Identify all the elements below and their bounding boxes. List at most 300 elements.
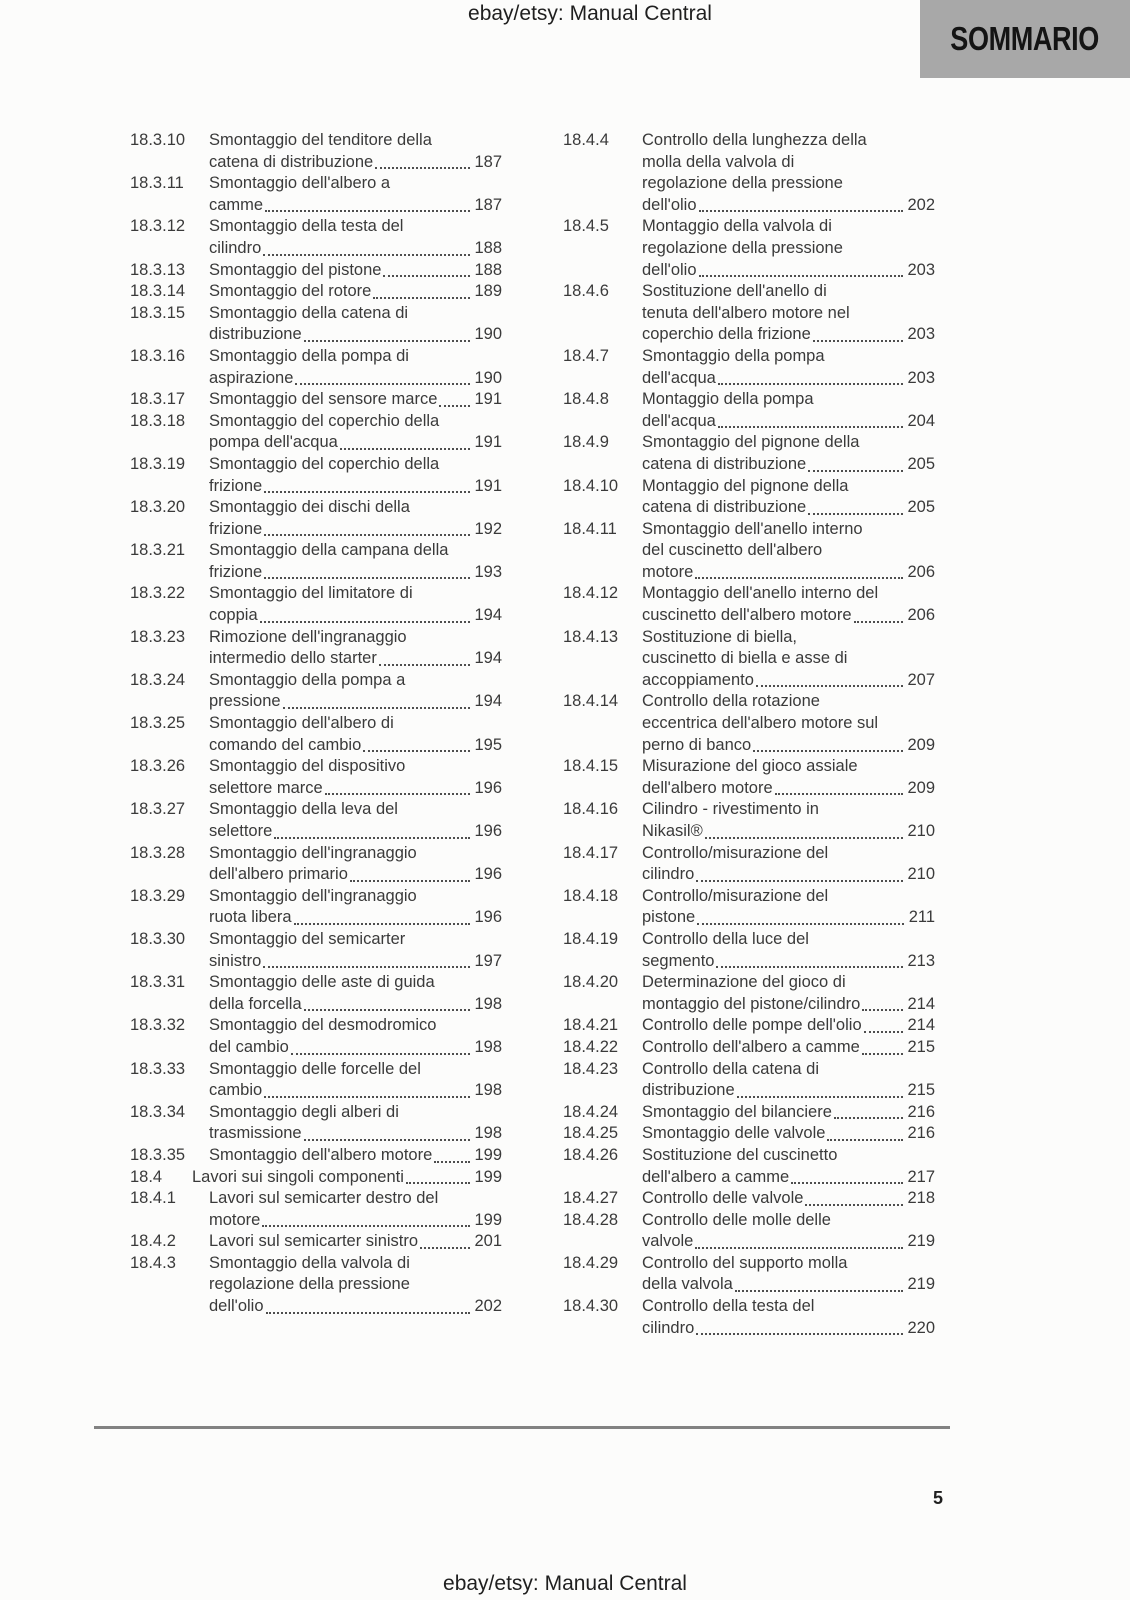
toc-entry-line: Smontaggio della pompa a bbox=[209, 670, 406, 689]
dot-leader bbox=[373, 297, 470, 299]
toc-entry-number: 18.4.19 bbox=[563, 929, 619, 948]
toc-entry bbox=[130, 130, 502, 173]
dot-leader bbox=[434, 1161, 470, 1163]
toc-entry-number: 18.3.15 bbox=[130, 303, 186, 322]
toc-entry-line: Smontaggio della pompa bbox=[642, 346, 825, 365]
toc-entry-body bbox=[642, 583, 935, 626]
toc-entry bbox=[563, 583, 935, 626]
dot-leader bbox=[756, 685, 904, 687]
dot-leader bbox=[266, 1312, 471, 1314]
toc-entry-line: Smontaggio dell'albero di bbox=[209, 714, 394, 733]
toc-entry-number: 18.3.32 bbox=[130, 1016, 186, 1035]
toc-entry-lastline bbox=[209, 389, 502, 411]
dot-leader bbox=[304, 340, 471, 342]
dot-leader bbox=[695, 577, 903, 579]
dot-leader bbox=[696, 1333, 903, 1335]
toc-entry-body bbox=[642, 756, 935, 799]
toc-entry-lastline bbox=[209, 476, 502, 498]
toc-entry-lastline bbox=[209, 152, 502, 174]
header-text: ebay/etsy: Manual Central bbox=[468, 2, 712, 25]
toc-entry-body bbox=[642, 389, 935, 432]
toc-entry bbox=[563, 843, 935, 886]
toc-entry-number: 18.4.11 bbox=[563, 519, 617, 538]
toc-entry bbox=[130, 713, 502, 756]
toc-entry-line: Controllo del supporto molla bbox=[642, 1253, 848, 1272]
toc-entry-page: 203 bbox=[907, 368, 935, 387]
toc-entry-line: Sostituzione dell'anello di bbox=[642, 282, 827, 301]
toc-entry bbox=[130, 1188, 502, 1231]
toc-entry-page: 204 bbox=[907, 411, 935, 430]
toc-entry-number: 18.4.6 bbox=[563, 282, 609, 301]
dot-leader bbox=[264, 577, 470, 579]
toc-entry-line: Smontaggio del limitatore di bbox=[209, 584, 413, 603]
toc-entry-line: cambio bbox=[209, 1081, 263, 1100]
toc-entry bbox=[130, 1145, 502, 1167]
toc-entry-body bbox=[209, 929, 502, 972]
toc-entry-line: dell'olio bbox=[642, 260, 697, 279]
toc-entry-page: 202 bbox=[907, 195, 935, 214]
toc-entry-number: 18.4.4 bbox=[563, 131, 609, 149]
toc-entry-body bbox=[209, 540, 502, 583]
toc-entry-line: distribuzione bbox=[209, 325, 302, 344]
toc-entry-line: Smontaggio della testa del bbox=[209, 217, 404, 236]
toc-entry bbox=[563, 432, 935, 475]
toc-entry-page: 214 bbox=[907, 1016, 935, 1035]
toc-entry-body bbox=[209, 799, 502, 842]
toc-entry bbox=[563, 929, 935, 972]
toc-entry-body bbox=[209, 1102, 502, 1145]
toc-entry-page: 189 bbox=[474, 282, 502, 301]
dot-leader bbox=[775, 793, 904, 795]
toc-entry-page: 220 bbox=[907, 1318, 935, 1337]
toc-entry-line: catena di distribuzione bbox=[642, 454, 807, 473]
toc-entry-page: 193 bbox=[474, 562, 502, 581]
toc-entry-page: 215 bbox=[907, 1037, 935, 1056]
toc-entry-page: 199 bbox=[474, 1145, 502, 1164]
dot-leader bbox=[406, 1182, 471, 1184]
toc-entry-page: 198 bbox=[474, 1124, 502, 1143]
dot-leader bbox=[753, 750, 903, 752]
toc-entry bbox=[130, 281, 502, 303]
toc-entry bbox=[130, 886, 502, 929]
toc-entry bbox=[130, 346, 502, 389]
toc-entry-body bbox=[642, 1059, 935, 1102]
toc-entry bbox=[563, 1145, 935, 1188]
toc-entry-number: 18.4.25 bbox=[563, 1124, 619, 1143]
toc-entry-number: 18.3.11 bbox=[130, 174, 184, 193]
toc-entry-number: 18.4.15 bbox=[563, 757, 619, 776]
toc-entry-lastline bbox=[642, 1167, 935, 1189]
toc-entry-line: perno di banco bbox=[642, 735, 752, 754]
toc-entry-lastline bbox=[209, 1296, 502, 1318]
toc-entry-page: 215 bbox=[907, 1081, 935, 1100]
footer-text: ebay/etsy: Manual Central bbox=[443, 1572, 687, 1595]
toc-entry-line: cuscinetto di biella e asse di bbox=[642, 649, 848, 668]
toc-entry-lastline bbox=[642, 735, 935, 757]
dot-leader bbox=[834, 1117, 904, 1119]
toc-entry bbox=[130, 627, 502, 670]
dot-leader bbox=[294, 923, 471, 925]
toc-entry-body bbox=[642, 691, 935, 756]
toc-entry-line: catena di distribuzione bbox=[642, 498, 807, 517]
toc-entry-body bbox=[209, 713, 502, 756]
dot-leader bbox=[854, 621, 904, 623]
dot-leader bbox=[439, 405, 470, 407]
toc-entry bbox=[563, 1296, 935, 1339]
toc-entry-page: 198 bbox=[474, 994, 502, 1013]
toc-entry-page: 197 bbox=[474, 951, 502, 970]
toc-entry-page: 206 bbox=[907, 562, 935, 581]
toc-entry-line: Lavori sul semicarter destro del bbox=[209, 1189, 439, 1208]
toc-entry-lastline bbox=[209, 260, 502, 282]
toc-entry-number: 18.4.28 bbox=[563, 1210, 619, 1229]
toc-entry-line: coperchio della frizione bbox=[642, 325, 811, 344]
toc-entry-line: frizione bbox=[209, 562, 263, 581]
toc-entry-page: 198 bbox=[474, 1037, 502, 1056]
toc-entry-lastline bbox=[209, 605, 502, 627]
toc-entry-lastline bbox=[642, 994, 935, 1016]
toc-entry-line: catena di distribuzione bbox=[209, 152, 374, 171]
toc-entry-number: 18.4.7 bbox=[563, 346, 609, 365]
toc-entry-line: motore bbox=[209, 1210, 261, 1229]
toc-entry-number: 18.4.12 bbox=[563, 584, 619, 603]
toc-entry-body bbox=[642, 1253, 935, 1296]
toc-entry-line: Smontaggio dell'ingranaggio bbox=[209, 843, 417, 862]
toc-entry-number: 18.3.33 bbox=[130, 1059, 186, 1078]
toc-entry-page: 218 bbox=[907, 1189, 935, 1208]
toc-entry-lastline bbox=[209, 562, 502, 584]
toc-entry-lastline bbox=[209, 1145, 502, 1167]
dot-leader bbox=[862, 1053, 904, 1055]
toc-entry bbox=[563, 1123, 935, 1145]
toc-entry bbox=[130, 799, 502, 842]
toc-entry-number: 18.3.26 bbox=[130, 757, 186, 776]
toc-entry-lastline bbox=[642, 821, 935, 843]
toc-entry bbox=[563, 886, 935, 929]
toc-entry-line: Smontaggio della leva del bbox=[209, 800, 398, 819]
toc-entry-line: Controllo della lunghezza della bbox=[642, 131, 867, 149]
toc-entry-line: pistone bbox=[642, 908, 696, 927]
toc-entry-page: 209 bbox=[907, 778, 935, 797]
toc-entry-number: 18.4.13 bbox=[563, 627, 619, 646]
toc-entry-body bbox=[209, 1145, 502, 1167]
dot-leader bbox=[699, 210, 904, 212]
toc-entry-lastline bbox=[642, 1188, 935, 1210]
toc-entry-line: Controllo della testa del bbox=[642, 1297, 815, 1316]
toc-entry-lastline bbox=[642, 907, 935, 929]
dot-leader bbox=[375, 167, 470, 169]
toc-entry-body bbox=[642, 130, 935, 216]
toc-entry-number: 18.4.23 bbox=[563, 1059, 619, 1078]
toc-entry-number: 18.4.8 bbox=[563, 390, 609, 409]
toc-entry-line: Controllo della rotazione bbox=[642, 692, 820, 711]
toc-entry-lastline bbox=[209, 519, 502, 541]
toc-entry-number: 18.4.16 bbox=[563, 800, 619, 819]
toc-entry-page: 195 bbox=[474, 735, 502, 754]
toc-entry bbox=[130, 260, 502, 282]
dot-leader bbox=[718, 383, 904, 385]
toc-entry-body bbox=[209, 346, 502, 389]
toc-entry-body bbox=[642, 929, 935, 972]
toc-entry bbox=[130, 454, 502, 497]
toc-entry-lastline bbox=[642, 1274, 935, 1296]
toc-entry-lastline bbox=[209, 994, 502, 1016]
dot-leader bbox=[808, 470, 903, 472]
toc-entry-lastline bbox=[209, 1231, 502, 1253]
toc-entry-lastline bbox=[642, 1102, 935, 1124]
dot-leader bbox=[696, 880, 903, 882]
toc-entry-number: 18.3.28 bbox=[130, 843, 186, 862]
toc-entry-line: Sostituzione del cuscinetto bbox=[642, 1145, 838, 1164]
toc-entry-body bbox=[209, 216, 502, 259]
toc-entry-lastline bbox=[209, 238, 502, 260]
toc-entry-page: 210 bbox=[907, 865, 935, 884]
toc-entry-body bbox=[642, 1102, 935, 1124]
toc-entry-page: 207 bbox=[907, 670, 935, 689]
toc-entry-body bbox=[642, 972, 935, 1015]
dot-leader bbox=[808, 513, 903, 515]
page-footer bbox=[0, 1572, 1130, 1596]
toc-entry-page: 210 bbox=[907, 822, 935, 840]
dot-leader bbox=[379, 664, 471, 666]
toc-entry-lastline bbox=[642, 497, 935, 519]
toc-column-right bbox=[563, 130, 935, 1339]
dot-leader bbox=[263, 254, 470, 256]
toc-entry-number: 18.4.27 bbox=[563, 1189, 619, 1208]
toc-entry-lastline bbox=[642, 411, 935, 433]
toc-entry-line: Smontaggio della campana della bbox=[209, 541, 449, 560]
toc-entry-number: 18.4.5 bbox=[563, 217, 609, 236]
toc-entry-body bbox=[209, 756, 502, 799]
toc-entry-line: dell'olio bbox=[209, 1297, 264, 1316]
toc-entry-body bbox=[642, 1015, 935, 1037]
toc-entry-line: Controllo delle valvole bbox=[642, 1189, 804, 1208]
dot-leader bbox=[363, 750, 470, 752]
toc-entry-number: 18.3.12 bbox=[130, 217, 186, 236]
dot-leader bbox=[718, 426, 904, 428]
toc-entry-body bbox=[209, 281, 502, 303]
toc-entry bbox=[130, 1167, 502, 1189]
toc-entry-line: Smontaggio dell'anello interno bbox=[642, 519, 863, 538]
table-of-contents bbox=[130, 130, 935, 1339]
dot-leader bbox=[737, 1096, 904, 1098]
dot-leader bbox=[262, 1225, 470, 1227]
toc-entry-line: Smontaggio dell'albero a bbox=[209, 174, 391, 193]
toc-entry-lastline bbox=[209, 1080, 502, 1102]
toc-entry-body bbox=[209, 303, 502, 346]
toc-entry-line: montaggio del pistone/cilindro bbox=[642, 994, 861, 1013]
toc-entry-line: Smontaggio del tenditore della bbox=[209, 131, 432, 149]
toc-entry-line: regolazione della pressione bbox=[642, 174, 843, 193]
toc-entry-line: distribuzione bbox=[642, 1081, 735, 1100]
toc-entry bbox=[563, 346, 935, 389]
toc-entry-line: Controllo dell'albero a camme bbox=[642, 1037, 860, 1056]
toc-entry-body bbox=[642, 627, 935, 692]
toc-entry-body bbox=[642, 476, 935, 519]
toc-entry-number: 18.3.35 bbox=[130, 1145, 186, 1164]
toc-entry bbox=[130, 972, 502, 1015]
dot-leader bbox=[291, 1053, 471, 1055]
toc-entry-page: 201 bbox=[474, 1232, 502, 1251]
toc-entry-line: segmento bbox=[642, 951, 715, 970]
toc-entry-body bbox=[642, 1145, 935, 1188]
dot-leader bbox=[295, 383, 470, 385]
toc-entry-page: 196 bbox=[474, 865, 502, 884]
toc-entry-body bbox=[209, 1253, 502, 1318]
toc-entry-body bbox=[209, 670, 502, 713]
toc-entry-lastline bbox=[209, 691, 502, 713]
toc-entry-line: pressione bbox=[209, 692, 281, 711]
dot-leader bbox=[304, 1139, 471, 1141]
toc-entry-line: dell'olio bbox=[642, 195, 697, 214]
toc-entry-lastline bbox=[209, 778, 502, 800]
toc-entry-number: 18.3.24 bbox=[130, 670, 186, 689]
toc-entry-page: 187 bbox=[474, 195, 502, 214]
dot-leader bbox=[735, 1290, 904, 1292]
toc-entry-lastline bbox=[642, 670, 935, 692]
toc-entry bbox=[563, 1015, 935, 1037]
toc-entry-number: 18.3.30 bbox=[130, 929, 186, 948]
toc-entry-page: 199 bbox=[474, 1210, 502, 1229]
toc-entry-line: cilindro bbox=[642, 1318, 695, 1337]
toc-entry-body bbox=[642, 432, 935, 475]
toc-entry-lastline bbox=[209, 368, 502, 390]
toc-entry-lastline bbox=[209, 821, 502, 843]
toc-entry-page: 194 bbox=[474, 649, 502, 668]
toc-entry-number: 18.3.13 bbox=[130, 260, 186, 279]
toc-entry-number: 18.4 bbox=[130, 1167, 163, 1186]
toc-entry bbox=[130, 540, 502, 583]
toc-entry-line: dell'acqua bbox=[642, 368, 716, 387]
toc-entry-lastline bbox=[642, 1231, 935, 1253]
toc-entry-line: della forcella bbox=[209, 994, 302, 1013]
toc-entry bbox=[130, 497, 502, 540]
toc-entry-page: 205 bbox=[907, 498, 935, 517]
toc-entry-number: 18.3.21 bbox=[130, 541, 186, 560]
toc-entry-body bbox=[209, 1188, 502, 1231]
toc-entry-body bbox=[209, 411, 502, 454]
toc-entry bbox=[563, 799, 935, 842]
toc-entry-number: 18.3.20 bbox=[130, 498, 186, 517]
toc-entry-page: 188 bbox=[474, 238, 502, 257]
toc-entry bbox=[563, 216, 935, 281]
toc-entry-lastline bbox=[209, 281, 502, 303]
toc-entry-page: 194 bbox=[474, 692, 502, 711]
toc-entry-lastline bbox=[209, 951, 502, 973]
toc-entry-line: valvole bbox=[642, 1232, 694, 1251]
toc-entry bbox=[130, 303, 502, 346]
toc-entry bbox=[130, 670, 502, 713]
footer-rule bbox=[94, 1426, 950, 1429]
toc-entry-number: 18.4.21 bbox=[563, 1016, 619, 1035]
toc-entry-line: trasmissione bbox=[209, 1124, 302, 1143]
toc-entry-page: 196 bbox=[474, 778, 502, 797]
toc-entry-line: comando del cambio bbox=[209, 735, 362, 754]
dot-leader bbox=[304, 1009, 471, 1011]
toc-entry-line: regolazione della pressione bbox=[209, 1275, 410, 1294]
toc-entry-page: 203 bbox=[907, 260, 935, 279]
dot-leader bbox=[699, 275, 904, 277]
sommario-label: SOMMARIO bbox=[950, 20, 1100, 57]
toc-entry-line: Smontaggio della valvola di bbox=[209, 1253, 410, 1272]
toc-entry-line: Determinazione del gioco di bbox=[642, 973, 846, 992]
toc-entry-body bbox=[209, 454, 502, 497]
toc-entry-line: Misurazione del gioco assiale bbox=[642, 757, 858, 776]
toc-entry-line: Smontaggio della pompa di bbox=[209, 346, 409, 365]
dot-leader bbox=[263, 966, 470, 968]
toc-entry-lastline bbox=[642, 778, 935, 800]
toc-entry-line: Controllo della catena di bbox=[642, 1059, 820, 1078]
toc-entry-line: aspirazione bbox=[209, 368, 294, 387]
toc-entry-body bbox=[209, 843, 502, 886]
toc-entry bbox=[563, 519, 935, 584]
toc-entry-lastline bbox=[642, 1318, 935, 1340]
toc-entry-line: selettore marce bbox=[209, 778, 323, 797]
toc-entry-line: cuscinetto dell'albero motore bbox=[642, 606, 852, 625]
toc-entry-page: 192 bbox=[474, 519, 502, 538]
toc-entry-body bbox=[642, 519, 935, 584]
toc-entry-lastline bbox=[642, 864, 935, 886]
toc-entry-lastline bbox=[642, 324, 935, 346]
toc-entry bbox=[563, 476, 935, 519]
toc-entry-line: eccentrica dell'albero motore sul bbox=[642, 714, 879, 733]
toc-entry-line: Smontaggio delle forcelle del bbox=[209, 1059, 421, 1078]
toc-entry bbox=[563, 281, 935, 346]
toc-entry bbox=[130, 411, 502, 454]
toc-entry-line: Smontaggio del coperchio della bbox=[209, 411, 440, 430]
toc-entry-line: dell'albero primario bbox=[209, 865, 348, 884]
toc-entry-line: Smontaggio del semicarter bbox=[209, 929, 406, 948]
toc-entry-lastline bbox=[642, 1037, 935, 1059]
toc-entry-lastline bbox=[209, 907, 502, 929]
toc-entry-number: 18.4.9 bbox=[563, 433, 609, 452]
dot-leader bbox=[264, 491, 470, 493]
toc-entry-line: Smontaggio del sensore marce bbox=[209, 390, 438, 409]
toc-entry-body bbox=[209, 886, 502, 929]
toc-entry-line: tenuta dell'albero motore nel bbox=[642, 303, 850, 322]
dot-leader bbox=[340, 448, 471, 450]
toc-entry-lastline bbox=[209, 195, 502, 217]
toc-entry-lastline bbox=[209, 324, 502, 346]
toc-entry-body bbox=[209, 173, 502, 216]
toc-entry-body bbox=[642, 216, 935, 281]
toc-entry bbox=[563, 1210, 935, 1253]
dot-leader bbox=[791, 1182, 903, 1184]
dot-leader bbox=[260, 621, 471, 623]
dot-leader bbox=[705, 837, 904, 839]
toc-entry-line: Smontaggio del rotore bbox=[209, 282, 372, 301]
toc-entry-lastline bbox=[209, 864, 502, 886]
toc-entry-line: frizione bbox=[209, 476, 263, 495]
toc-entry-lastline bbox=[209, 648, 502, 670]
toc-entry-line: Controllo delle molle delle bbox=[642, 1210, 831, 1229]
toc-entry-page: 217 bbox=[907, 1167, 935, 1186]
toc-entry-line: Montaggio della pompa bbox=[642, 390, 814, 409]
toc-entry bbox=[563, 1253, 935, 1296]
toc-entry-line: Rimozione dell'ingranaggio bbox=[209, 627, 407, 646]
dot-leader bbox=[265, 210, 470, 212]
toc-entry-line: del cuscinetto dell'albero bbox=[642, 541, 823, 560]
toc-entry-body bbox=[209, 1231, 502, 1253]
dot-leader bbox=[264, 534, 470, 536]
dot-leader bbox=[695, 1247, 903, 1249]
toc-entry-line: Smontaggio del desmodromico bbox=[209, 1016, 437, 1035]
toc-entry bbox=[563, 972, 935, 1015]
toc-entry-number: 18.4.10 bbox=[563, 476, 619, 495]
toc-entry-line: Montaggio della valvola di bbox=[642, 217, 832, 236]
dot-leader bbox=[805, 1204, 903, 1206]
toc-entry bbox=[563, 1059, 935, 1102]
